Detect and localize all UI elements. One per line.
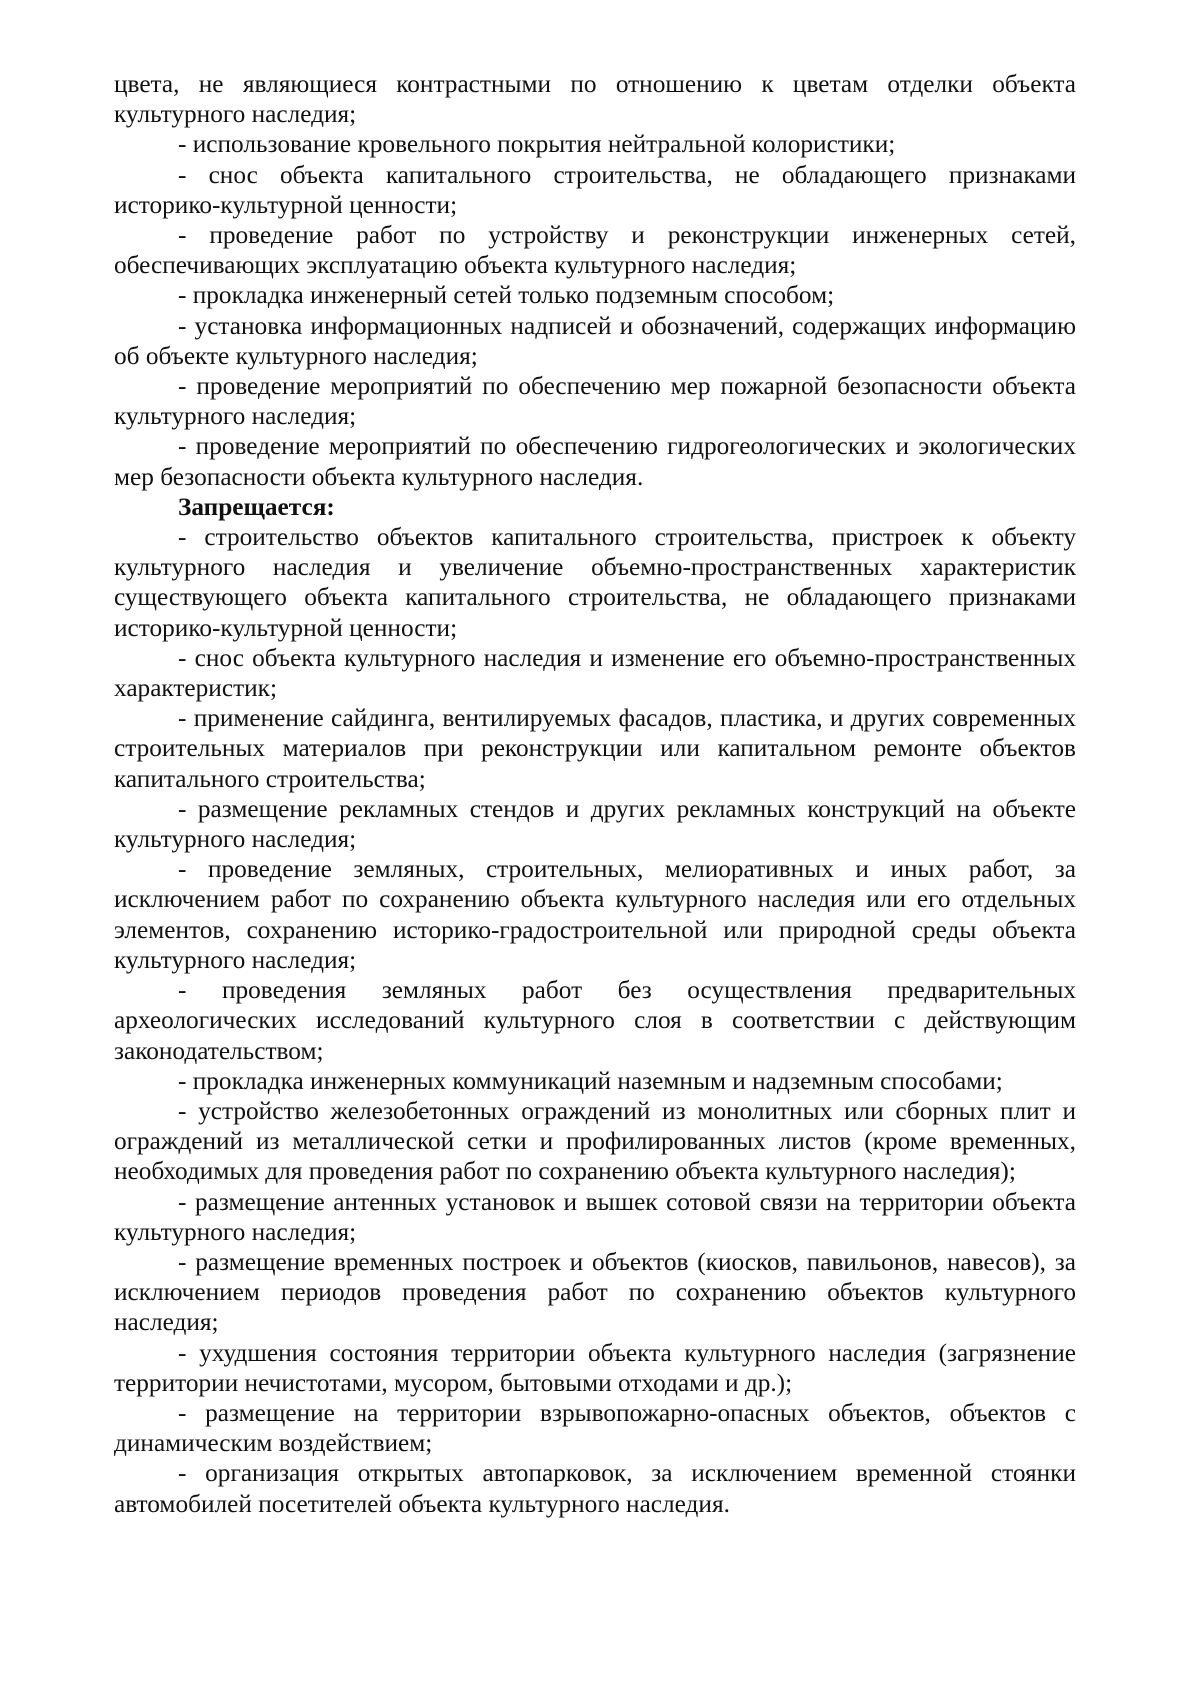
prohibited-item: - размещение на территории взрывопожарно-опасных объектов, объектов с динамическим воздействием; [114,1398,1076,1458]
prohibited-item: - ухудшения состояния территории объекта культурного наследия (загрязнение территории нечистотами, мусором, бытовыми отходами и др.); [114,1338,1076,1397]
permitted-item: - проведение работ по устройству и реконструкции инженерных сетей, обеспечивающих эксплуатацию объекта культурного наследия; [114,221,1076,280]
permitted-item: - проведение мероприятий по обеспечению гидрогеологических и экологических мер безопасности объекта культурного наследия. [114,432,1076,491]
prohibited-item: - организация открытых автопарковок, за исключением временной стоянки автомобилей посетителей объекта культурного наследия. [114,1459,1076,1518]
permitted-item: - установка информационных надписей и обозначений, содержащих информацию об объекте культурного наследия; [114,311,1076,370]
prohibited-item: - применение сайдинга, вентилируемых фасадов, пластика, и других современных строительных материалов при реконструкции или капитальном ремонте объектов капитального строительства; [114,704,1076,793]
permitted-item: - снос объекта капитального строительства, не обладающего признаками историко-культурной ценности; [114,160,1076,219]
document-page [114,69,1076,1519]
intro-paragraph: цвета, не являющиеся контрастными по отношению к цветам отделки объекта культурного наследия; [114,70,1076,129]
prohibited-item: - проведения земляных работ без осуществления предварительных археологических исследований культурного слоя в соответствии с действующим законодательством; [114,976,1076,1065]
prohibited-heading: Запрещается: [178,492,335,521]
prohibited-item: - размещение антенных установок и вышек сотовой связи на территории объекта культурного наследия; [114,1187,1076,1246]
prohibited-item: - устройство железобетонных ограждений из монолитных или сборных плит и ограждений из металлической сетки и профилированных листов (кроме временных, необходимых для проведения работ по сохранению объекта культурного наследия); [114,1096,1076,1186]
permitted-item: - использование кровельного покрытия нейтральной колористики; [178,130,896,159]
permitted-item: - проведение мероприятий по обеспечению мер пожарной безопасности объекта культурного наследия; [114,372,1076,431]
prohibited-item: - размещение рекламных стендов и других рекламных конструкций на объекте культурного наследия; [114,794,1076,854]
prohibited-item: - проведение земляных, строительных, мелиоративных и иных работ, за исключением работ по сохранению объекта культурного наследия или его отдельных элементов, сохранению историко-градостроительной или природной среды объекта культурного наследия; [114,855,1076,974]
prohibited-item: - строительство объектов капитального строительства, пристроек к объекту культурного наследия и увеличение объемно-пространственных характеристик существующего объекта капитального строительства, не обладающего признаками историко-культурной ценности; [114,523,1076,642]
prohibited-item: - прокладка инженерных коммуникаций наземным и надземным способами; [178,1066,1003,1095]
prohibited-item: - снос объекта культурного наследия и изменение его объемно-пространственных характеристик; [114,643,1076,703]
permitted-item: - прокладка инженерный сетей только подземным способом; [178,281,835,310]
prohibited-item: - размещение временных построек и объектов (киосков, павильонов, навесов), за исключением периодов проведения работ по сохранению объектов культурного наследия; [114,1247,1076,1337]
